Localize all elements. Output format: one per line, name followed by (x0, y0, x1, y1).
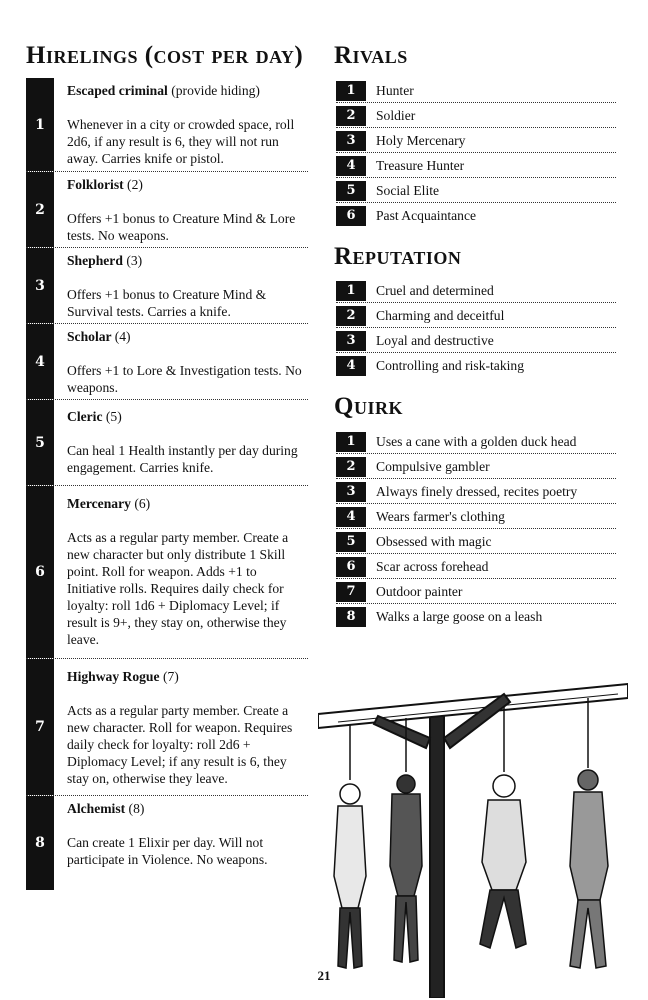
row-text: Cruel and determined (376, 282, 494, 298)
hireling-description: Can heal 1 Health instantly per day during engagement. Carries knife. (67, 443, 298, 475)
row-number: 1 (336, 432, 366, 452)
row-text: Always finely dressed, recites poetry (376, 483, 578, 499)
row-number: 3 (26, 248, 54, 323)
hireling-name: Folklorist (2) (67, 177, 143, 192)
row-number: 1 (336, 281, 366, 301)
table-row (336, 480, 616, 504)
row-number: 1 (26, 78, 54, 171)
hireling-row (26, 486, 308, 659)
row-number: 3 (336, 482, 366, 502)
gallows-illustration (318, 676, 628, 998)
hireling-cost: (7) (162, 669, 179, 684)
row-text: Past Acquaintance (376, 207, 477, 223)
row-text: Charming and deceitful (376, 307, 505, 323)
table-row (336, 279, 616, 303)
hireling-cost: (5) (105, 409, 122, 424)
hirelings-heading: Hirelings (cost per day) (26, 42, 304, 69)
hanged-figure (570, 770, 608, 968)
hireling-cost: (3) (126, 253, 143, 268)
hanged-figure (334, 784, 366, 968)
table-row (336, 304, 616, 328)
hireling-description: Acts as a regular party member. Create a new character. Roll for weapon. Requires daily check for loyalty: roll 2d6 + Diplomacy Level; if any result is 6, they stay on, otherwise they leave. (67, 703, 293, 786)
table-row (336, 555, 616, 579)
row-number: 6 (336, 206, 366, 226)
hireling-name: Scholar (4) (67, 329, 131, 344)
row-number: 2 (336, 457, 366, 477)
row-number: 7 (336, 582, 366, 602)
reputation-table (336, 279, 616, 378)
row-text: Compulsive gambler (376, 458, 490, 474)
table-row (336, 430, 616, 454)
table-row (336, 154, 616, 178)
hireling-name: Highway Rogue (7) (67, 669, 179, 684)
row-number: 6 (336, 557, 366, 577)
hireling-name: Escaped criminal (provide hiding) (67, 83, 260, 98)
row-text: Social Elite (376, 182, 440, 198)
row-number: 4 (336, 156, 366, 176)
hireling-name: Cleric (5) (67, 409, 122, 424)
hireling-description: Offers +1 bonus to Creature Mind & Survival tests. Carries a knife. (67, 287, 267, 319)
row-number: 2 (26, 172, 54, 247)
row-number: 3 (336, 331, 366, 351)
row-text: Uses a cane with a golden duck head (376, 433, 577, 449)
quirk-heading: Quirk (334, 393, 403, 420)
quirk-table (336, 430, 616, 629)
hanged-figure (480, 775, 526, 948)
hireling-description: Acts as a regular party member. Create a new character but only distribute 1 Skill point. Roll for weapon. Adds +1 to Initiative rolls. Requires daily check for loyalty: roll 1d6 + Diplomacy Level; if result is 9+, they stay on, otherwise they leave. (67, 530, 289, 647)
hireling-row (26, 324, 308, 400)
hireling-description: Whenever in a city or crowded space, roll 2d6, if any result is 6, they will not run away. Carries knife or pistol. (67, 117, 295, 166)
table-row (336, 354, 616, 377)
row-text: Treasure Hunter (376, 157, 465, 173)
reputation-heading: Reputation (334, 243, 462, 270)
hireling-description: Offers +1 to Lore & Investigation tests. No weapons. (67, 363, 302, 395)
table-row (336, 605, 616, 628)
hireling-cost: (6) (134, 496, 151, 511)
row-text: Hunter (376, 82, 414, 98)
row-number: 3 (336, 131, 366, 151)
row-number: 8 (336, 607, 366, 627)
table-row (336, 129, 616, 153)
row-number: 4 (336, 507, 366, 527)
hireling-cost: (8) (128, 801, 145, 816)
hireling-row (26, 248, 308, 324)
row-text: Walks a large goose on a leash (376, 608, 543, 624)
row-number: 5 (336, 181, 366, 201)
hireling-cost: (4) (114, 329, 131, 344)
row-number: 2 (336, 306, 366, 326)
hanged-figure (390, 775, 422, 962)
rivals-table (336, 79, 616, 228)
hireling-row (26, 659, 308, 796)
table-row (336, 104, 616, 128)
table-row (336, 455, 616, 479)
row-text: Scar across forehead (376, 558, 489, 574)
hireling-row (26, 172, 308, 248)
table-row (336, 179, 616, 203)
table-row (336, 580, 616, 604)
row-text: Outdoor painter (376, 583, 463, 599)
row-number: 2 (336, 106, 366, 126)
hireling-row (26, 78, 308, 172)
hireling-description: Can create 1 Elixir per day. Will not participate in Violence. No weapons. (67, 835, 268, 867)
hirelings-table (26, 78, 308, 890)
row-number: 7 (26, 659, 54, 795)
hireling-name: Alchemist (8) (67, 801, 145, 816)
hireling-cost: (2) (127, 177, 143, 192)
row-number: 4 (26, 324, 54, 399)
row-number: 5 (26, 400, 54, 485)
table-row (336, 79, 616, 103)
hireling-description: Offers +1 bonus to Creature Mind & Lore tests. No weapons. (67, 211, 296, 243)
row-text: Wears farmer's clothing (376, 508, 505, 524)
hireling-name: Mercenary (6) (67, 496, 151, 511)
row-text: Soldier (376, 107, 416, 123)
rivals-heading: Rivals (334, 42, 408, 69)
hireling-cost: (provide hiding) (171, 83, 260, 98)
row-number: 6 (26, 486, 54, 658)
table-row (336, 505, 616, 529)
page-number: 21 (317, 968, 331, 983)
row-number: 1 (336, 81, 366, 101)
row-text: Holy Mercenary (376, 132, 466, 148)
table-row (336, 204, 616, 227)
hireling-name: Shepherd (3) (67, 253, 143, 268)
row-number: 4 (336, 356, 366, 376)
row-text: Controlling and risk-taking (376, 357, 525, 373)
table-row (336, 530, 616, 554)
table-row (336, 329, 616, 353)
row-number: 5 (336, 532, 366, 552)
hireling-row (26, 796, 308, 890)
hireling-row (26, 400, 308, 486)
row-text: Loyal and destructive (376, 332, 494, 348)
row-text: Obsessed with magic (376, 533, 492, 549)
row-number: 8 (26, 796, 54, 890)
